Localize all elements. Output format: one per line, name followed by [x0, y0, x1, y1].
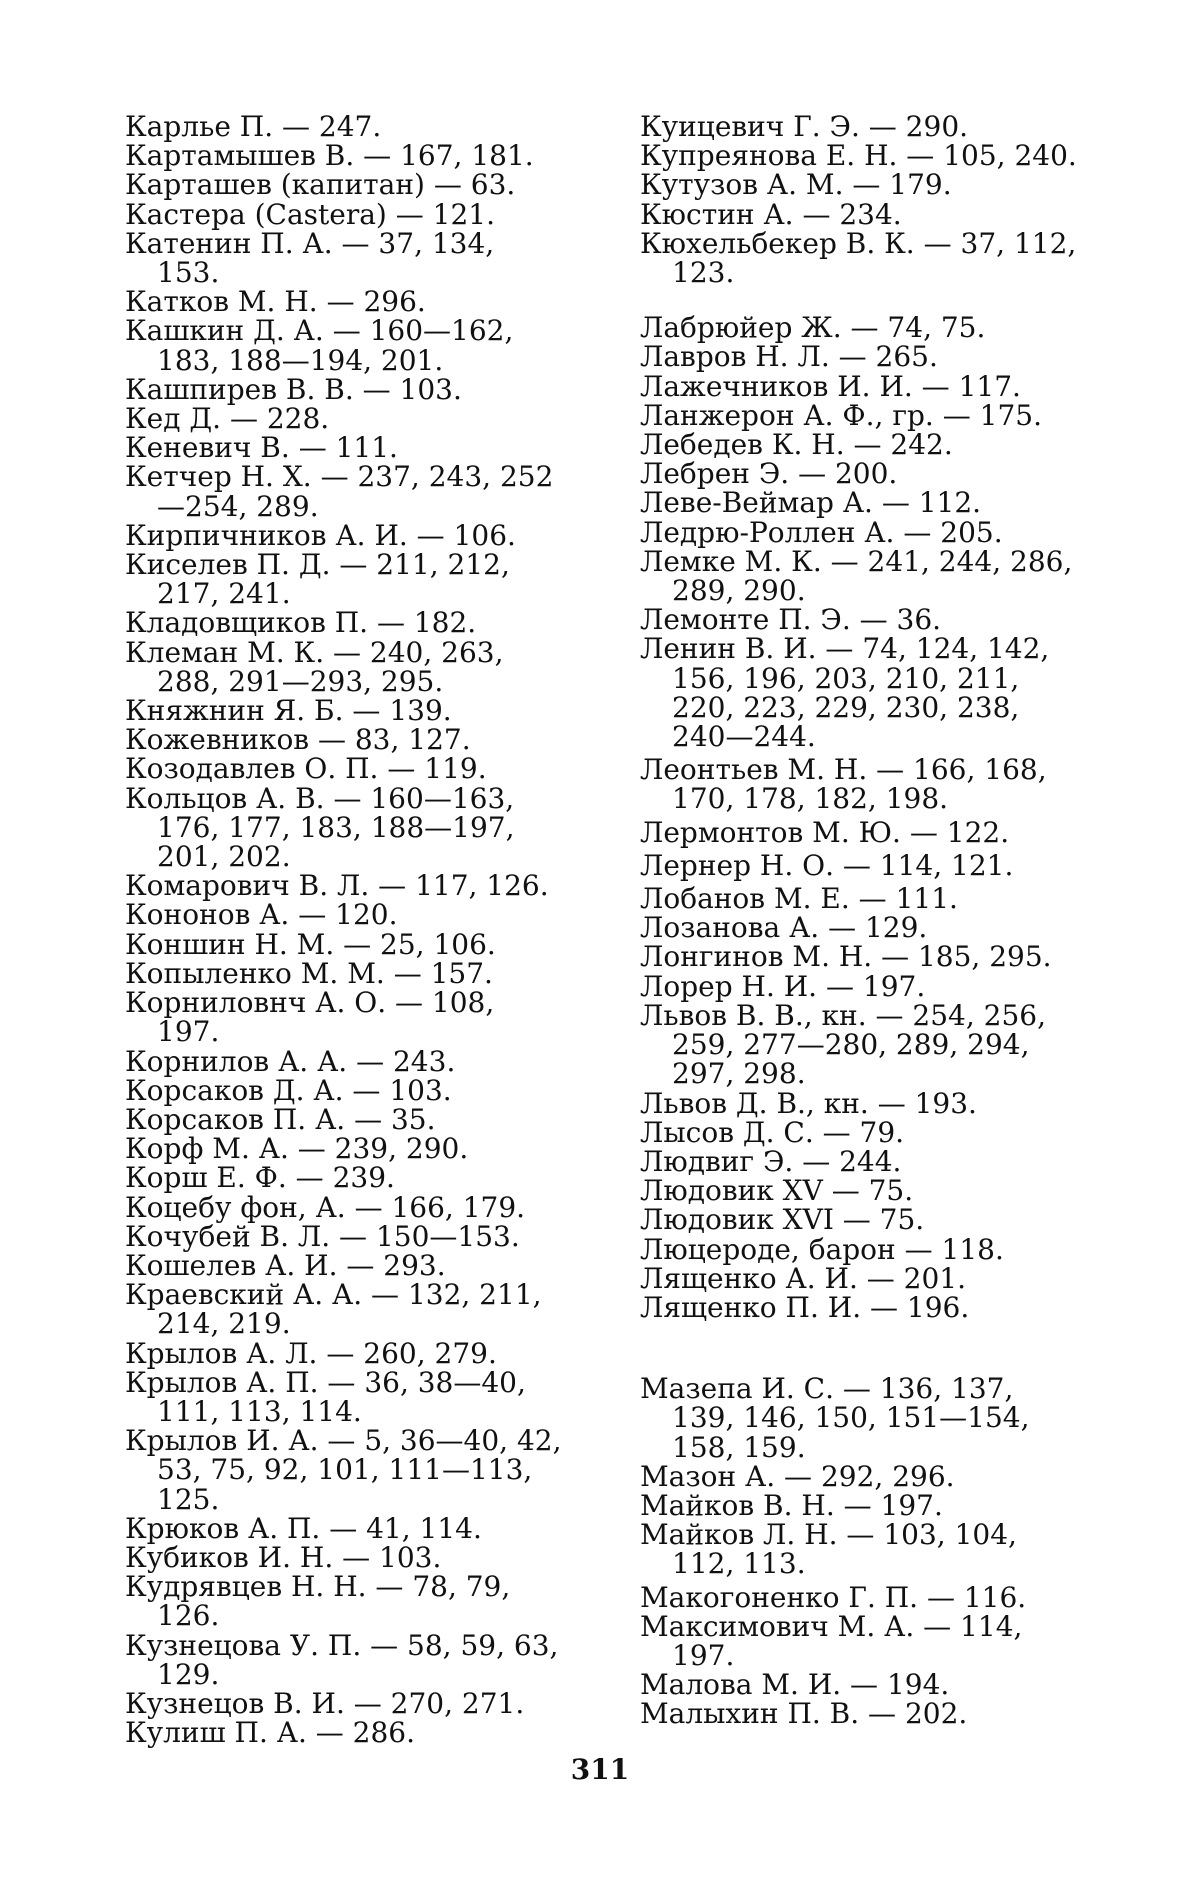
index-entry: Крюков А. П. — 41, 114. [125, 1511, 482, 1545]
index-entry: Львов Д. В., кн. — 193. [640, 1086, 977, 1120]
index-entry: Коншин Н. М. — 25, 106. [125, 927, 496, 961]
index-entry: Людовик XVI — 75. [640, 1203, 925, 1237]
index-entry: Корф М. А. — 239, 290. [125, 1132, 469, 1166]
index-entry: Лажечников И. И. — 117. [640, 369, 1021, 403]
page-number: 311 [570, 1753, 630, 1786]
index-entry: Кюстин А. — 234. [640, 197, 902, 231]
index-entry: Крылов А. Л. — 260, 279. [125, 1336, 497, 1370]
index-entry: Кед Д. — 228. [125, 402, 330, 436]
index-entry: Мазепа И. С. — 136, 137, 139, 146, 150, 151—154, 158, 159. [640, 1372, 1030, 1464]
index-entry: Купреянова Е. Н. — 105, 240. [640, 139, 1077, 173]
index-entry: Лобанов М. Е. — 111. [640, 882, 958, 916]
index-entry: Катков М. Н. — 296. [125, 285, 426, 319]
index-entry: Карлье П. — 247. [125, 110, 382, 143]
index-entry: Лебрен Э. — 200. [640, 457, 898, 491]
index-entry: Краевский А. А. — 132, 211, 214, 219. [125, 1278, 542, 1341]
index-entry: Лавров Н. Л. — 265. [640, 340, 938, 374]
index-entry: Львов В. В., кн. — 254, 256, 259, 277—280, 289, 294, 297, 298. [640, 998, 1046, 1091]
index-entry: Корниловнч А. О. — 108, 197. [125, 986, 495, 1049]
index-entry: Кулиш П. А. — 286. [125, 1716, 415, 1750]
index-entry: Лонгинов М. Н. — 185, 295. [640, 940, 1052, 974]
index-group-l [640, 313, 1080, 1322]
index-entry: Комарович В. Л. — 117, 126. [125, 869, 549, 903]
index-entry: Кочубей В. Л. — 150—153. [125, 1219, 520, 1253]
index-entry: Леве-Веймар А. — 112. [640, 486, 982, 520]
index-entry: Кузнецова У. П. — 58, 59, 63, 129. [125, 1628, 559, 1691]
index-entry: Людовик XV — 75. [640, 1174, 914, 1208]
index-entry: Корсаков Д. А. — 103. [125, 1073, 452, 1107]
index-entry: Кутузов А. М. — 179. [640, 168, 952, 202]
index-entry: Крылов И. А. — 5, 36—40, 42, 53, 75, 92, 101, 111—113, 125. [125, 1424, 562, 1516]
index-entry: Люцероде, барон — 118. [640, 1232, 1004, 1266]
index-entry: Лабрюйер Ж. — 74, 75. [640, 311, 986, 345]
index-entry: Коцебу фон, А. — 166, 179. [125, 1190, 526, 1224]
index-entry: Ланжерон А. Ф., гр. — 175. [640, 398, 1042, 432]
index-entry: Ледрю-Роллен А. — 205. [640, 515, 1003, 549]
index-entry: Макогоненко Г. П. — 116. [640, 1580, 1027, 1614]
index-entry: Корнилов А. А. — 243. [125, 1044, 456, 1078]
right-column [640, 112, 1080, 1729]
index-entry: Лысов Д. С. — 79. [640, 1115, 905, 1149]
index-entry: Кетчер Н. Х. — 237, 243, 252—254, 289. [125, 460, 554, 523]
index-entry: Крылов А. П. — 36, 38—40, 111, 113, 114. [125, 1365, 526, 1428]
index-entry: Максимович М. А. — 114, 197. [640, 1609, 1023, 1672]
index-entry: Лященко А. И. — 201. [640, 1261, 967, 1295]
index-group-k [640, 110, 1080, 290]
index-entry: Кононов А. — 120. [125, 898, 398, 932]
index-entry: Кирпичников А. И. — 106. [125, 518, 516, 552]
index-entry: Корш Е. Ф. — 239. [125, 1161, 395, 1195]
index-entry: Картамышев В. — 167, 181. [125, 139, 534, 173]
index-entry: Кудрявцев Н. Н. — 78, 79, 126. [125, 1570, 511, 1633]
index-entry: Людвиг Э. — 244. [640, 1144, 902, 1178]
index-entry: Кюхельбекер В. К. — 37, 112, 123. [640, 226, 1077, 290]
index-entry: Кольцов А. В. — 160—163, 176, 177, 183, 188—197, 201, 202. [125, 781, 515, 874]
index-entry: Куицевич Г. Э. — 290. [640, 110, 969, 143]
index-entry: Катенин П. А. — 37, 134, 153. [125, 226, 495, 290]
index-entry: Лорер Н. И. — 197. [640, 969, 926, 1003]
index-entry: Козодавлев О. П. — 119. [125, 752, 487, 786]
index-group-m [640, 1372, 1080, 1731]
index-entry: Майков В. Н. — 197. [640, 1488, 943, 1522]
index-entry: Лемонте П. Э. — 36. [640, 603, 942, 637]
index-entry: Мазон А. — 292, 296. [640, 1459, 955, 1493]
group-spacer [640, 1348, 1080, 1374]
index-entry: Киселев П. Д. — 211, 212, 217, 241. [125, 548, 510, 611]
index-entry: Кеневич В. — 111. [125, 431, 398, 465]
index-entry: Кашкин Д. А. — 160—162, 183, 188—194, 201. [125, 314, 514, 377]
index-entry: Малова М. И. — 194. [640, 1668, 950, 1702]
index-entry: Леонтьев М. Н. — 166, 168, 170, 178, 182, 198. [640, 753, 1047, 816]
index-entry: Лернер Н. О. — 114, 121. [640, 848, 1014, 882]
index-entry: Копыленко М. М. — 157. [125, 956, 493, 990]
group-spacer [640, 1322, 1080, 1348]
index-entry: Кашпирев В. В. — 103. [125, 372, 462, 406]
index-entry: Княжнин Я. Б. — 139. [125, 694, 452, 728]
index-entry: Лемке М. К. — 241, 244, 286, 289, 290. [640, 544, 1073, 608]
index-entry: Лозанова А. — 129. [640, 911, 928, 945]
index-entry: Ленин В. И. — 74, 124, 142, 156, 196, 203, 210, 211, 220, 223, 229, 230, 238, 240—244. [640, 632, 1050, 754]
index-entry: Малыхин П. В. — 202. [640, 1697, 968, 1731]
index-entry: Кладовщиков П. — 182. [125, 606, 477, 640]
index-entry: Кубиков И. Н. — 103. [125, 1540, 442, 1574]
left-column [125, 110, 565, 1750]
index-entry: Кожевников — 83, 127. [125, 723, 471, 757]
index-entry: Корсаков П. А. — 35. [125, 1102, 436, 1136]
index-entry: Кастера (Castera) — 121. [125, 197, 496, 231]
group-spacer [640, 287, 1080, 313]
index-entry: Клеман М. К. — 240, 263, 288, 291—293, 295. [125, 635, 504, 698]
index-entry: Кузнецов В. И. — 270, 271. [125, 1686, 525, 1720]
index-entry: Карташев (капитан) — 63. [125, 168, 516, 202]
index-entry: Майков Л. Н. — 103, 104, 112, 113. [640, 1518, 1017, 1581]
index-entry: Лебедев К. Н. — 242. [640, 428, 953, 462]
index-entry: Кошелев А. И. — 293. [125, 1248, 446, 1282]
index-entry: Лермонтов М. Ю. — 122. [640, 815, 1010, 849]
index-entry: Лященко П. И. — 196. [640, 1290, 970, 1324]
